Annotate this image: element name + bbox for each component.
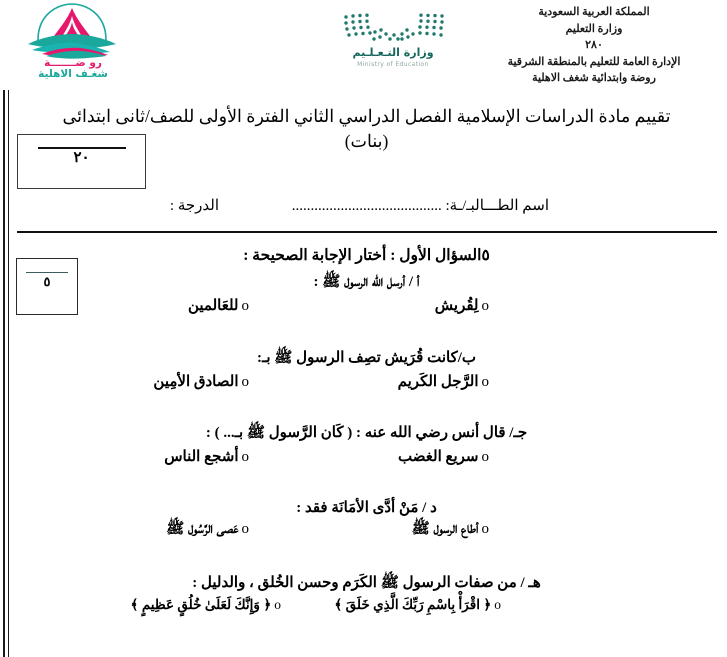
- option-d-left[interactable]: [166, 519, 249, 541]
- student-name-field[interactable]: اسم الطـــالبـ/ـة: ........................................: [291, 198, 549, 214]
- exam-title-line2: (بنات): [344, 131, 389, 151]
- question1-item-a-stem: أ / أرسل الله الرسول ﷺ :: [313, 274, 420, 290]
- question1-item-e: [14, 573, 719, 623]
- option-e-right[interactable]: [334, 597, 501, 613]
- question1-item-d-stem: د / مَنْ أدَّى الأمَانَة فقد :: [296, 500, 437, 516]
- question1-item-b-options: [14, 372, 719, 398]
- option-a-right[interactable]: [435, 296, 489, 315]
- option-bullet-icon: o: [481, 298, 489, 314]
- section-divider: [17, 231, 717, 233]
- exam-title-line1: تقييم مادة الدراسات الإسلامية الفصل الدراسي الثاني الفترة الأولى للصف/ثانى ابتدائى: [62, 106, 671, 126]
- page-left-border: [3, 90, 9, 657]
- school-logo-caption: [14, 58, 132, 80]
- option-bullet-icon: o: [481, 449, 489, 465]
- question1-mark-denominator: ٥: [43, 274, 51, 289]
- option-b-left-label: الصادق الأمِين: [153, 374, 239, 390]
- header-line-ministry: وزارة التعليم: [565, 22, 623, 35]
- option-bullet-icon: o: [241, 298, 249, 314]
- option-bullet-icon: o: [274, 597, 281, 612]
- school-logo: [14, 2, 132, 88]
- option-e-left[interactable]: [131, 597, 281, 613]
- option-bullet-icon: o: [241, 521, 249, 537]
- header-line-school: روضة وابتدائية شغف الاهلية: [532, 72, 656, 84]
- option-a-left[interactable]: [188, 296, 249, 315]
- ministry-of-education-logo: [330, 12, 456, 78]
- option-bullet-icon: o: [241, 374, 249, 390]
- header-institution-lines: [469, 4, 719, 87]
- school-logo-art: [24, 2, 120, 60]
- question1-item-d-options: [14, 519, 719, 545]
- question1-item-d: [14, 498, 719, 545]
- school-logo-caption-line1: رو ضـــــــة: [44, 57, 102, 69]
- question1-item-a-options: [14, 296, 719, 322]
- option-d-right-label: أطاع الرسول ﷺ: [411, 521, 479, 537]
- question1-item-e-stem: هـ / من صفات الرسول ﷺ الكَرَم وحسن الخُلق ، والدليل :: [192, 575, 541, 591]
- option-bullet-icon: o: [241, 449, 249, 465]
- header-line-country: المملكة العربية السعودية: [538, 6, 650, 18]
- ministry-name-en: Ministry of Education: [357, 61, 429, 68]
- option-d-left-label: عَصى الرَّسُول ﷺ: [166, 521, 239, 537]
- option-b-left[interactable]: [153, 372, 249, 391]
- question1-item-b: [14, 348, 719, 398]
- question1-item-a: [14, 272, 719, 322]
- question1-item-c-stem: جـ/ قال أنس رضي الله عنه : ( كَان الرَّسول ﷺ بـ... ) :: [205, 425, 528, 441]
- question1-heading: ٥السؤال الأول : أختار الإجابة الصحيحة :: [243, 247, 490, 264]
- option-bullet-icon: o: [494, 597, 501, 612]
- ministry-name-ar: وزارة التـعـلـيم: [352, 46, 434, 59]
- option-c-left-label: أشجع الناس: [164, 449, 239, 465]
- ministry-emblem-icon: [342, 12, 446, 46]
- option-bullet-icon: o: [481, 521, 489, 537]
- option-a-left-label: للعَالمين: [187, 298, 239, 314]
- option-b-right[interactable]: [398, 372, 489, 391]
- option-b-right-label: الرَّجل الكَريم: [397, 374, 479, 390]
- document-header: [0, 0, 727, 90]
- question1-item-e-options: [14, 597, 719, 623]
- option-c-right-label: سريع الغضب: [398, 449, 479, 465]
- question1-item-b-stem: ب/كانت قُرَيش تصِف الرسول ﷺ بـ:: [256, 350, 477, 366]
- option-e-left-label: ﴿ وَإِنَّكَ لَعَلَىٰ خُلُقٍ عَظِيمٍ ﴾: [130, 597, 272, 612]
- option-c-right[interactable]: [398, 447, 489, 466]
- option-d-right[interactable]: [412, 519, 489, 541]
- question1-item-c: [14, 423, 719, 473]
- option-e-right-label: ﴿ اقْرَأْ بِاسْمِ رَبِّكَ الَّذِي خَلَقَ ﴾: [334, 597, 492, 612]
- question1-item-c-options: [14, 447, 719, 473]
- student-info-row: [14, 196, 719, 222]
- header-line-directorate: الإدارة العامة للتعليم بالمنطقة الشرقية: [507, 55, 681, 68]
- option-bullet-icon: o: [481, 374, 489, 390]
- option-a-right-label: لِقُريش: [434, 298, 479, 314]
- total-mark-denominator: ٢٠: [73, 150, 90, 166]
- total-mark-fraction: [18, 147, 145, 167]
- header-line-code: ٢٨٠: [585, 39, 603, 51]
- total-mark-box: [17, 134, 146, 189]
- school-logo-caption-line2: شغـف الاهلية: [38, 68, 108, 81]
- option-c-left[interactable]: [164, 447, 249, 466]
- grade-field[interactable]: الدرجة :: [169, 198, 219, 214]
